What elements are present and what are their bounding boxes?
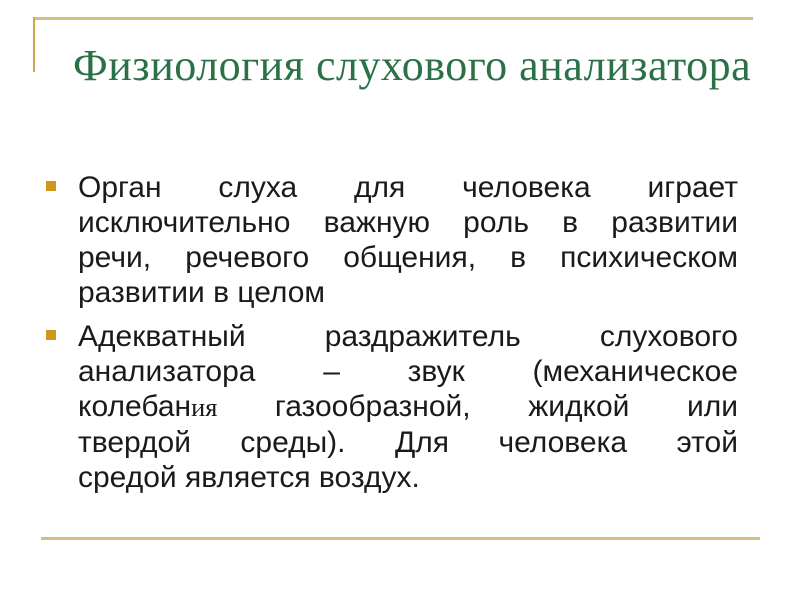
serif-styled-text: ия	[191, 392, 218, 422]
bullet-square-icon	[46, 181, 56, 191]
text-line: Адекватный раздражитель слухового	[78, 320, 738, 353]
bullet-text	[78, 319, 738, 495]
corner-bracket-decoration	[33, 17, 35, 72]
slide-title: Физиология слухового анализатора	[73, 41, 752, 90]
text-line: речи, речевого общения, в психическом	[78, 241, 738, 274]
text-line: средой является воздух.	[78, 461, 420, 494]
bullet-square-icon	[46, 330, 56, 340]
bullet-text	[78, 170, 738, 310]
bullet-item	[78, 170, 738, 310]
text-line: Орган слуха для человека играет	[78, 171, 738, 204]
text-line: развитии в целом	[78, 276, 326, 309]
bullet-item	[78, 319, 738, 495]
text-line: колебания газообразной, жидкой или	[78, 390, 738, 423]
text-line: анализатора – звук (механическое	[78, 355, 738, 388]
bullet-list	[78, 170, 738, 504]
bottom-rule-decoration	[41, 537, 760, 540]
top-rule-decoration	[33, 17, 753, 20]
text-line: твердой среды). Для человека этой	[78, 426, 738, 459]
text-line: исключительно важную роль в развитии	[78, 206, 738, 239]
